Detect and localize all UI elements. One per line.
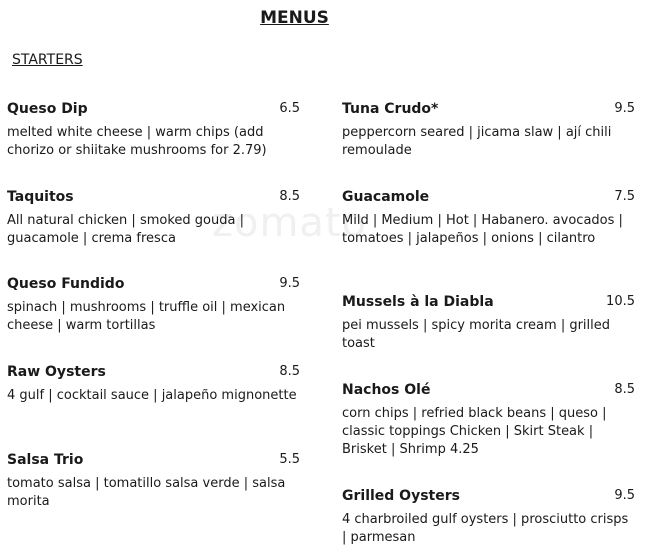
item-price: 9.5 [614,488,635,503]
menu-item [7,188,300,248]
item-price: 6.5 [279,101,300,116]
item-name: Queso Dip [7,101,88,117]
page-title: MENUS [260,8,329,28]
item-description: melted white cheese | warm chips (add chorizo or shiitake mushrooms for 2.79) [7,125,267,158]
item-description: tomato salsa | tomatillo salsa verde | salsa morita [7,476,286,509]
item-price: 8.5 [279,189,300,204]
item-description: 4 charbroiled gulf oysters | prosciutto crisps | parmesan [342,512,629,545]
menu-item [7,363,300,405]
item-price: 8.5 [614,382,635,397]
item-price: 7.5 [614,189,635,204]
menu-item [7,451,300,511]
menu-item [7,100,300,160]
item-description: peppercorn seared | jicama slaw | ají chili remoulade [342,125,612,158]
menu-item [342,487,635,547]
section-heading: STARTERS [12,52,83,68]
item-description: Mild | Medium | Hot | Habanero. avocados | tomatoes | jalapeños | onions | cilantro [342,213,623,246]
item-name: Taquitos [7,189,74,205]
item-price: 10.5 [606,294,635,309]
item-description: spinach | mushrooms | truffle oil | mexican cheese | warm tortillas [7,300,286,333]
menu-item [342,100,635,160]
item-name: Raw Oysters [7,364,106,380]
item-name: Grilled Oysters [342,488,460,504]
item-name: Salsa Trio [7,452,84,468]
menu-item [342,381,635,459]
watermark-logo: zomato [212,200,368,246]
menu-item [342,293,635,353]
menu-item [342,188,635,248]
item-description: corn chips | refried black beans | queso | classic toppings Chicken | Skirt Steak | Brisket | Shrimp 4.25 [342,406,607,457]
item-description: 4 gulf | cocktail sauce | jalapeño mignonette [7,388,297,403]
item-description: All natural chicken | smoked gouda | guacamole | crema fresca [7,213,244,246]
item-name: Mussels à la Diabla [342,294,494,310]
item-name: Nachos Olé [342,382,431,398]
menu-item [7,275,300,335]
item-name: Queso Fundido [7,276,125,292]
item-price: 8.5 [279,364,300,379]
item-name: Guacamole [342,189,430,205]
item-price: 5.5 [279,452,300,467]
item-description: pei mussels | spicy morita cream | grilled toast [342,318,611,351]
item-name: Tuna Crudo* [342,101,439,117]
item-price: 9.5 [614,101,635,116]
item-price: 9.5 [279,276,300,291]
